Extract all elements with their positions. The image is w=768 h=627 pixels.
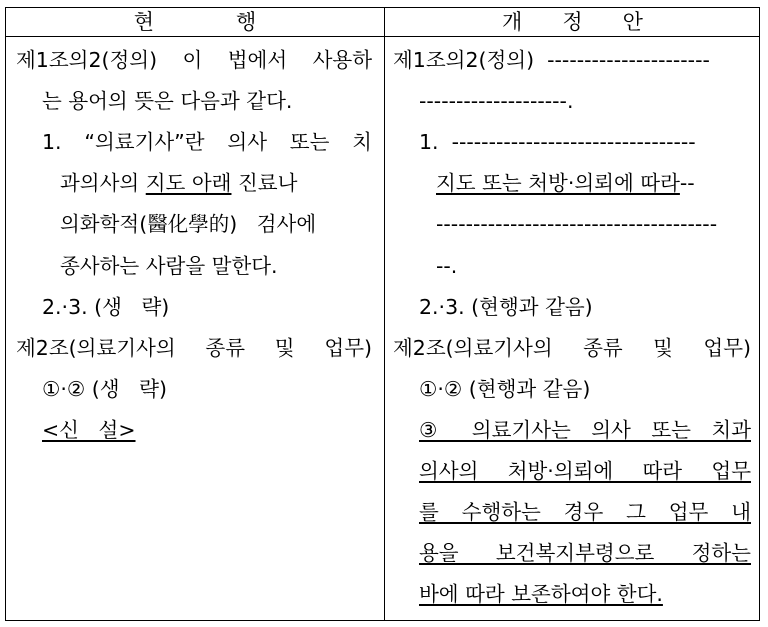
left-item1-line2-c: 진료나 [231, 171, 298, 195]
left-item23: 2.·3. (생 략) [42, 295, 170, 319]
left-item1-underlined: 지도 아래 [145, 171, 232, 195]
left-item1-line2 [60, 169, 372, 197]
right-article1-line1: 제1조의2(정의) ---------------------- [393, 48, 710, 72]
right-item1-dashes: -- [679, 171, 695, 195]
right-article2: 제2조(의료기사의 종류 및 업무) [393, 336, 751, 360]
right-item1-line3: -------------------------------------- [436, 212, 718, 236]
right-para3-line4: 용을 보건복지부령으로 정하는 [419, 541, 751, 565]
left-item1-line4: 종사하는 사람을 말한다. [60, 254, 278, 278]
header-current-char-1: 현 [133, 10, 154, 34]
left-article1-line2: 는 용어의 뜻은 다음과 같다. [42, 89, 293, 113]
left-new-marker: <신 설> [42, 418, 136, 442]
header-revised-char-2: 정 [562, 10, 583, 34]
header-revised-char-1: 개 [502, 10, 523, 34]
header-current-char-2: 행 [236, 10, 257, 34]
right-para3-line2: 의사의 처방·의뢰에 따라 업무 [419, 459, 751, 483]
right-item23: 2.·3. (현행과 같음) [419, 295, 593, 319]
left-item12: ①·② (생 략) [42, 377, 167, 401]
header-revised-char-3: 안 [622, 10, 643, 34]
right-item12: ①·② (현행과 같음) [419, 377, 591, 401]
right-item1-line1: 1. --------------------------------- [419, 130, 696, 154]
left-item1-line2-a: 과의사의 [60, 171, 146, 195]
left-article2: 제2조(의료기사의 종류 및 업무) [16, 336, 372, 360]
right-item1-line2 [436, 169, 695, 197]
comparison-table [5, 7, 760, 621]
right-item1-underlined: 지도 또는 처방·의뢰에 따라 [436, 171, 680, 195]
header-divider [6, 36, 759, 37]
column-divider [384, 8, 385, 620]
left-article1-line1: 제1조의2(정의) 이 법에서 사용하 [16, 48, 372, 72]
right-para3-line5: 바에 따라 보존하여야 한다. [419, 582, 663, 606]
right-para3-line3: 를 수행하는 경우 그 업무 내 [419, 500, 751, 524]
header-current [6, 10, 384, 34]
right-para3-line1: ③ 의료기사는 의사 또는 치과 [419, 418, 751, 442]
header-revised [385, 10, 760, 34]
right-item1-line4: --. [436, 254, 458, 278]
left-item1-line1: 1. “의료기사”란 의사 또는 치 [42, 130, 372, 154]
right-article1-line2: --------------------. [419, 89, 574, 113]
left-item1-line3: 의화학적(醫化學的) 검사에 [60, 212, 317, 236]
